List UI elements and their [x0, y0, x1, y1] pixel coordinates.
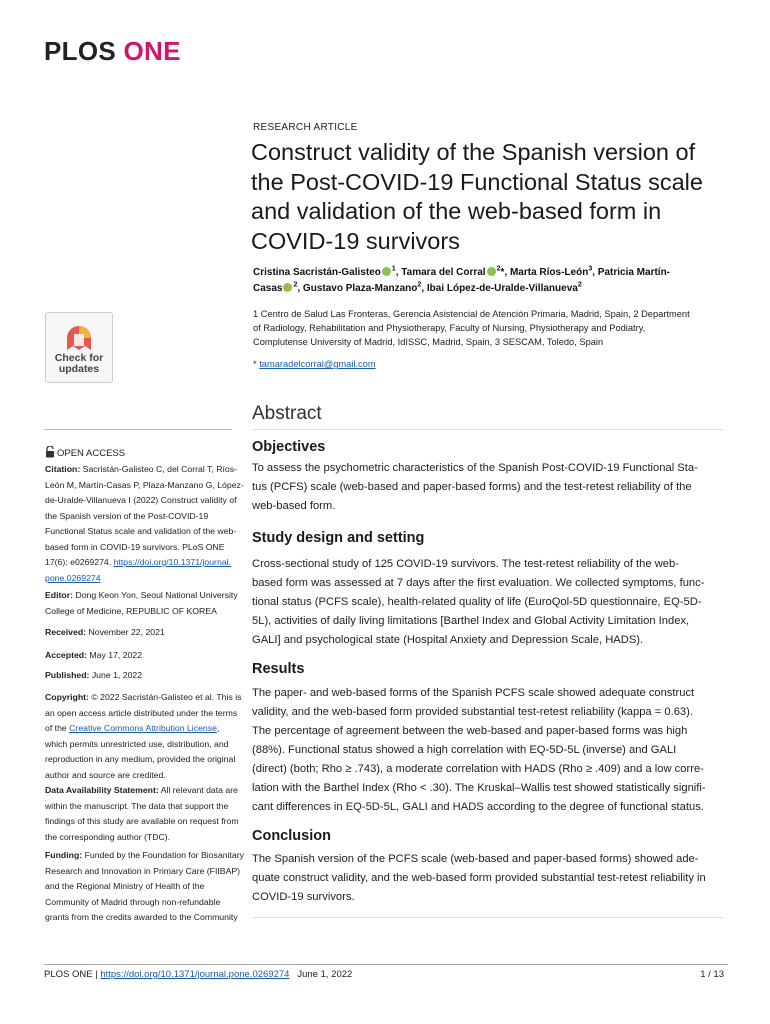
text-line: 5L), activities of daily living limitations [Barthel Index and Global Activity Limitation Index,	[252, 615, 690, 627]
text-line: The paper- and web-based forms of the Spanish PCFS scale showed adequate construct	[252, 687, 695, 699]
copyright-text: an open access article distributed under the terms	[45, 707, 238, 718]
copyright-text: reproduction in any medium, provided the original	[45, 754, 236, 764]
conclusion-text	[252, 850, 732, 907]
citation-text: 17(6): e0269274.	[45, 557, 114, 567]
citation-text: León M, Martín-Casas P, Plaza-Manzano G, López-	[45, 479, 244, 490]
orcid-icon[interactable]	[487, 267, 496, 276]
citation-block	[45, 462, 244, 586]
page-footer	[44, 969, 352, 980]
author-name[interactable]: , Gustavo Plaza-Manzano	[297, 283, 418, 294]
citation-text: the Spanish version of the Post-COVID-19	[45, 510, 209, 521]
funding-text: Research and Innovation in Primary Care (FIIBAP)	[45, 865, 241, 876]
author-sup: 1	[391, 265, 396, 273]
published-value: June 1, 2022	[89, 670, 143, 680]
text-line: tional status (PCFS scale), health-related quality of life (EuroQol-5D questionnaire, EQ-5D-	[252, 596, 702, 608]
logo-part-plos: PLOS	[44, 36, 116, 66]
author-sup: 2	[496, 265, 501, 273]
editor-block	[45, 588, 237, 619]
title-line: Construct validity of the Spanish version of	[251, 139, 696, 165]
footer-journal: PLOS ONE	[44, 969, 93, 980]
text-line: COVID-19 survivors.	[252, 891, 355, 903]
footer-divider	[44, 964, 728, 965]
footer-date: June 1, 2022	[297, 969, 353, 980]
data-availability-label: Data Availability Statement:	[45, 785, 159, 795]
editor-text: College of Medicine, REPUBLIC OF KOREA	[45, 605, 217, 616]
author-name[interactable]: Casas	[253, 283, 283, 294]
copyright-text: which permits unrestricted use, distribution, and	[45, 738, 229, 749]
text-line: (direct) (both; Rho ≥ .743), a moderate correlation with HADS (Rho ≥ .409) and a low corre-	[252, 763, 704, 775]
data-availability-text: the corresponding author (TDC).	[45, 831, 171, 842]
journal-logo	[44, 36, 181, 67]
funding-text: Funded by the Foundation for Biosanitary	[82, 850, 244, 860]
open-access-text: OPEN ACCESS	[57, 448, 126, 459]
funding-text: grants from the credits awarded to the Community	[45, 912, 238, 922]
text-line: The Spanish version of the PCFS scale (web-based and paper-based forms) showed ade-	[252, 853, 699, 865]
citation-doi-link[interactable]: pone.0269274	[45, 572, 101, 583]
author-list	[253, 265, 733, 297]
bookmark-icon	[64, 323, 94, 353]
funding-block	[45, 848, 244, 926]
license-link[interactable]: Creative Commons Attribution License	[69, 723, 217, 733]
email-link[interactable]: tamaradelcorral@gmail.com	[259, 359, 376, 369]
orcid-icon[interactable]	[382, 267, 391, 276]
footer-separator: |	[92, 969, 101, 980]
text-line: (88%). Functional status showed a high correlation with EQ-5D-5L (inverse) and GALI	[252, 744, 677, 756]
divider	[253, 917, 723, 918]
received-value: November 22, 2021	[86, 627, 165, 637]
author-sup: 2	[293, 281, 298, 289]
open-lock-icon	[45, 446, 55, 458]
citation-text: de-Uralde-Villanueva I (2022) Construct validity of	[45, 495, 237, 505]
data-availability-text: All relevant data are	[158, 785, 238, 795]
author-name[interactable]: , Patricia Martín-	[592, 267, 671, 278]
data-availability-text: within the manuscript. The data that support the	[45, 800, 229, 811]
citation-text: Functional Status scale and validation of the web-	[45, 526, 237, 536]
text-line: cant differences in EQ-5D-5L, GALI and HADS according to the degree of functional status.	[252, 801, 704, 813]
author-name[interactable]: , Marta Ríos-León	[504, 267, 589, 278]
divider	[44, 429, 232, 430]
citation-label: Citation:	[45, 464, 81, 474]
funding-label: Funding:	[45, 850, 83, 860]
objectives-heading: Objectives	[252, 439, 326, 455]
affiliations	[253, 307, 733, 349]
citation-doi-link[interactable]: https://doi.org/10.1371/journal.	[113, 557, 231, 567]
check-updates-line: updates	[58, 363, 100, 375]
abstract-heading: Abstract	[252, 403, 322, 424]
author-sup: 2	[417, 281, 422, 289]
editor-label: Editor:	[45, 590, 73, 600]
received-label: Received:	[45, 627, 87, 637]
corresponding-mark: *	[500, 267, 505, 278]
text-line: quate construct validity, and the web-based form provided substantial test-retest reliability in	[252, 872, 706, 884]
title-line: COVID-19 survivors	[251, 227, 460, 254]
results-heading: Results	[252, 661, 305, 677]
copyright-block	[45, 690, 242, 783]
study-design-text	[252, 555, 732, 650]
funding-text: and the Regional Ministry of Health of the	[45, 881, 205, 891]
author-name[interactable]: , Ibai López-de-Uralde-Villanueva	[421, 283, 578, 294]
page-number: 1 / 13	[700, 969, 724, 980]
accepted-label: Accepted:	[45, 650, 87, 660]
text-line: validity, and the web-based form provided substantial test-retest reliability (kappa = 0.63).	[252, 706, 693, 718]
author-sup: 3	[588, 265, 593, 273]
article-title	[251, 138, 721, 256]
text-line: Cross-sectional study of 125 COVID-19 survivors. The test-retest reliability of the web-	[252, 558, 679, 570]
received-date	[45, 625, 237, 641]
copyright-text: of the	[45, 723, 70, 733]
title-line: the Post-COVID-19 Functional Status scale	[251, 168, 703, 195]
text-line: lation with the Barthel Index (Rho < .30). The Kruskal–Wallis test showed statistically signifi-	[252, 782, 706, 794]
published-label: Published:	[45, 670, 90, 680]
check-for-updates-badge[interactable]	[45, 312, 113, 383]
citation-text: based form in COVID-19 survivors. PLoS ONE	[45, 541, 225, 552]
title-line: and validation of the web-based form in	[251, 198, 662, 224]
affiliation-line: Complutense University of Madrid, IdISSC, Madrid, Spain, 3 SESCAM, Toledo, Spain	[253, 337, 604, 347]
text-line: tus (PCFS) scale (web-based and paper-based forms) and the test-retest reliability of the	[252, 481, 692, 493]
editor-text: Dong Keon Yon, Seoul National University	[73, 590, 238, 600]
copyright-text: ,	[216, 723, 220, 733]
corresponding-mark: *	[253, 359, 257, 369]
footer-doi-link[interactable]: https://doi.org/10.1371/journal.pone.0269274	[100, 969, 290, 980]
results-text	[252, 684, 732, 817]
text-line: The percentage of agreement between the web-based and paper-based forms was high	[252, 725, 688, 737]
study-design-heading: Study design and setting	[252, 530, 425, 546]
logo-part-one: ONE	[123, 36, 181, 66]
author-sup: 2	[577, 281, 582, 289]
article-type: RESEARCH ARTICLE	[253, 122, 358, 133]
published-date	[45, 668, 237, 684]
open-access-label	[45, 446, 125, 459]
conclusion-heading: Conclusion	[252, 828, 331, 844]
data-availability-text: findings of this study are available on request from	[45, 816, 239, 826]
corresponding-email	[253, 359, 376, 369]
orcid-icon[interactable]	[283, 283, 292, 292]
funding-text: Community of Madrid through non-refundable	[45, 896, 221, 907]
citation-text: Sacristán-Galisteo C, del Corral T, Ríos-	[80, 464, 237, 474]
author-name[interactable]: Cristina Sacristán-Galisteo	[253, 267, 381, 278]
affiliation-line: of Radiology, Rehabilitation and Physiotherapy, Faculty of Nursing, Physiotherapy and Podiatry,	[253, 323, 646, 333]
author-name[interactable]: , Tamara del Corral	[395, 267, 486, 278]
objectives-text	[252, 459, 732, 516]
affiliation-line: 1 Centro de Salud Las Fronteras, Gerencia Asistencial de Atención Primaria, Madrid, Spain, 2 Department	[253, 309, 690, 319]
copyright-label: Copyright:	[45, 692, 89, 702]
copyright-text: © 2022 Sacristán-Galisteo et al. This is	[88, 692, 242, 702]
accepted-value: May 17, 2022	[87, 650, 143, 660]
text-line: based form was assessed at 7 days after the first evaluation. We collected symptoms, func-	[252, 577, 705, 589]
text-line: web-based form.	[252, 500, 336, 512]
accepted-date	[45, 648, 237, 664]
data-availability-block	[45, 783, 237, 845]
divider	[253, 429, 723, 430]
text-line: To assess the psychometric characteristics of the Spanish Post-COVID-19 Functional Sta-	[252, 462, 698, 474]
check-updates-line: Check for	[54, 352, 104, 364]
copyright-text: author and source are credited.	[45, 769, 166, 780]
text-line: GALI] and psychological state (Hospital Anxiety and Depression Scale, HADS).	[252, 634, 644, 646]
